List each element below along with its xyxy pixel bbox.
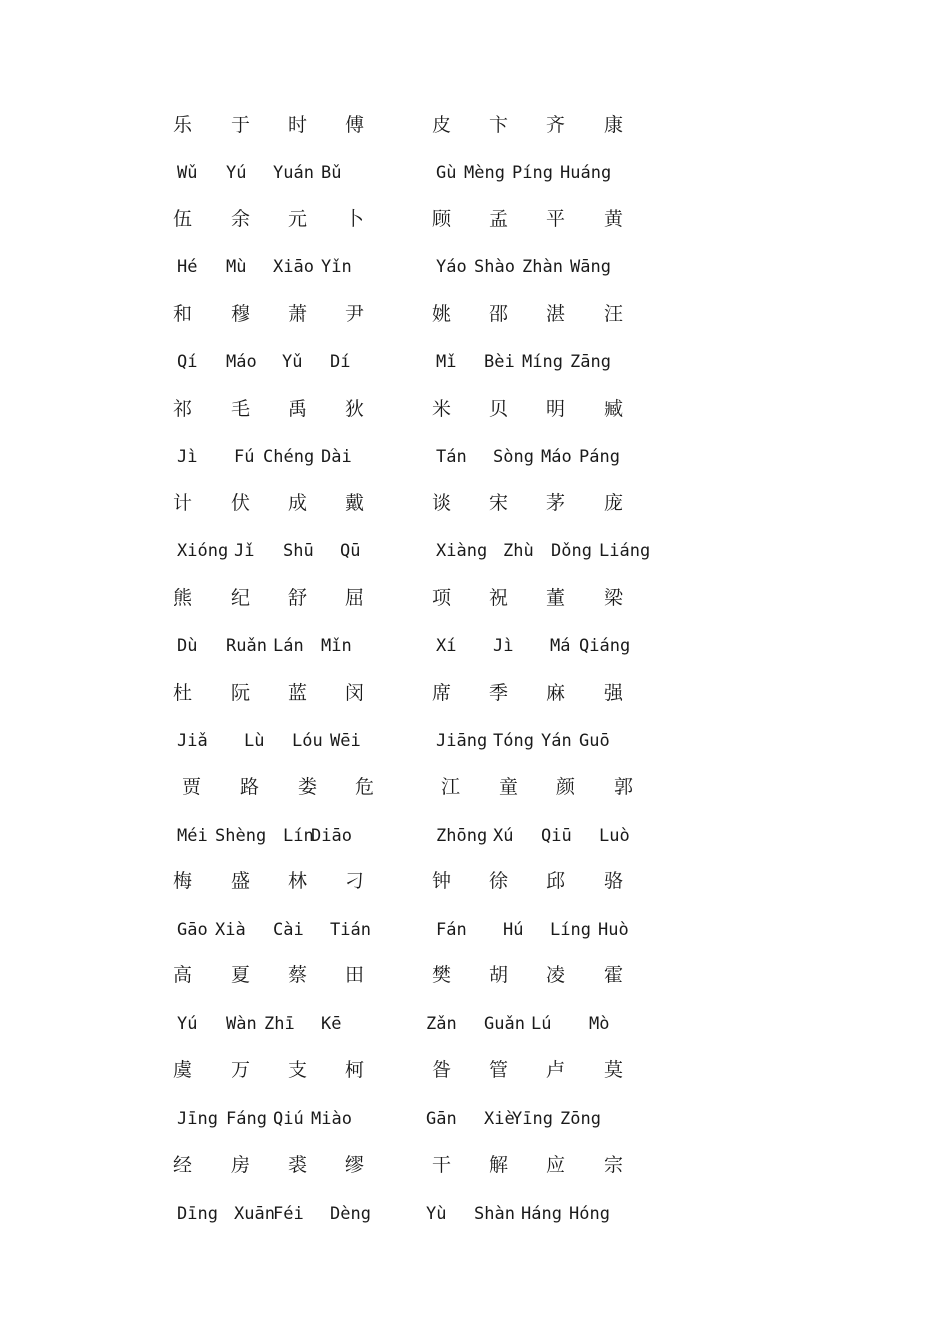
surname-pinyin: Lín: [283, 826, 314, 846]
surname-character: 于: [231, 114, 251, 136]
surname-pinyin: Shū: [283, 541, 314, 561]
pinyin-row: [0, 1204, 950, 1244]
pinyin-row: [0, 826, 950, 866]
surname-character: 姚: [432, 303, 452, 325]
surname-character: 毛: [231, 398, 251, 420]
pinyin-row: [0, 352, 950, 392]
surname-pinyin: Kē: [321, 1014, 342, 1034]
surname-pinyin: Páng: [579, 447, 620, 467]
surname-character: 黄: [604, 208, 624, 230]
pinyin-row: [0, 731, 950, 771]
surname-character: 万: [231, 1059, 251, 1081]
surname-character: 徐: [489, 870, 509, 892]
surname-pinyin: Dǒng: [551, 541, 592, 561]
surname-character: 蓝: [288, 682, 308, 704]
surname-character: 管: [489, 1059, 509, 1081]
surname-pinyin: Jiāng: [436, 731, 488, 751]
surname-character: 董: [546, 587, 566, 609]
surname-pinyin: Zōng: [560, 1109, 601, 1129]
surname-character: 颜: [556, 776, 576, 798]
surname-pinyin: Máo: [226, 352, 257, 372]
surname-character: 缪: [345, 1154, 365, 1176]
surname-character: 盛: [231, 870, 251, 892]
surname-character: 卞: [489, 114, 509, 136]
hanzi-row: [0, 778, 950, 818]
surname-pinyin: Xí: [436, 636, 457, 656]
surname-pinyin: Wāng: [570, 257, 611, 277]
surname-pinyin: Dèng: [330, 1204, 371, 1224]
surname-pinyin: Lóu: [292, 731, 323, 751]
surname-character: 高: [173, 964, 193, 986]
surname-character: 庞: [604, 492, 624, 514]
surname-pinyin: Yú: [226, 163, 247, 183]
surname-character: 闵: [345, 682, 365, 704]
surname-pinyin: Yǔ: [282, 352, 303, 372]
surname-pinyin: Shào: [474, 257, 515, 277]
surname-pinyin: Yīng: [512, 1109, 553, 1129]
surname-character: 阮: [231, 682, 251, 704]
surname-character: 樊: [432, 964, 452, 986]
surname-pinyin: Xióng: [177, 541, 229, 561]
surname-pinyin: Chéng: [263, 447, 315, 467]
surname-character: 梁: [604, 587, 624, 609]
surname-character: 骆: [604, 870, 624, 892]
surname-pinyin: Jiǎ: [177, 731, 208, 751]
surname-pinyin: Zhàn: [522, 257, 563, 277]
surname-pinyin: Wǔ: [177, 163, 198, 183]
surname-pinyin: Qí: [177, 352, 198, 372]
surname-pinyin: Tóng: [493, 731, 534, 751]
surname-character: 伏: [231, 492, 251, 514]
surname-character: 童: [499, 776, 519, 798]
surname-character: 卢: [546, 1059, 566, 1081]
surname-pinyin: Lù: [244, 731, 265, 751]
surname-character: 禹: [288, 398, 308, 420]
surname-character: 计: [173, 492, 193, 514]
surname-character: 狄: [345, 398, 365, 420]
pinyin-row: [0, 541, 950, 581]
surname-character: 祁: [173, 398, 193, 420]
surname-pinyin: Háng: [521, 1204, 562, 1224]
surname-character: 柯: [345, 1059, 365, 1081]
hanzi-row: [0, 494, 950, 534]
surname-character: 夏: [231, 964, 251, 986]
surname-pinyin: Zhù: [503, 541, 534, 561]
surname-character: 霍: [604, 964, 624, 986]
surname-character: 湛: [546, 303, 566, 325]
hanzi-row: [0, 872, 950, 912]
surname-pinyin: Dù: [177, 636, 198, 656]
surname-character: 乐: [173, 114, 193, 136]
surname-character: 余: [231, 208, 251, 230]
surname-pinyin: Zāng: [570, 352, 611, 372]
surname-character: 凌: [546, 964, 566, 986]
pinyin-row: [0, 163, 950, 203]
surname-pinyin: Zhōng: [436, 826, 488, 846]
surname-pinyin: Gān: [426, 1109, 457, 1129]
surname-pinyin: Hóng: [569, 1204, 610, 1224]
surname-character: 时: [288, 114, 308, 136]
surname-pinyin: Fáng: [226, 1109, 267, 1129]
surname-character: 平: [546, 208, 566, 230]
surname-character: 应: [546, 1154, 566, 1176]
surname-pinyin: Bèi: [484, 352, 515, 372]
surname-pinyin: Lú: [531, 1014, 552, 1034]
surname-pinyin: Luò: [599, 826, 630, 846]
surname-character: 尹: [345, 303, 365, 325]
surname-character: 经: [173, 1154, 193, 1176]
surname-character: 贝: [489, 398, 509, 420]
surname-character: 卜: [345, 208, 365, 230]
surname-pinyin: Dài: [321, 447, 352, 467]
pinyin-row: [0, 920, 950, 960]
surname-character: 齐: [546, 114, 566, 136]
surname-pinyin: Líng: [550, 920, 591, 940]
surname-character: 强: [604, 682, 624, 704]
surname-character: 宋: [489, 492, 509, 514]
surname-character: 茅: [546, 492, 566, 514]
surname-pinyin: Jì: [493, 636, 514, 656]
surname-pinyin: Huáng: [560, 163, 612, 183]
surname-character: 娄: [298, 776, 318, 798]
surname-character: 成: [288, 492, 308, 514]
surname-pinyin: Xú: [493, 826, 514, 846]
surname-pinyin: Zhī: [264, 1014, 295, 1034]
hanzi-row: [0, 684, 950, 724]
surname-pinyin: Yáo: [436, 257, 467, 277]
surname-pinyin: Bǔ: [321, 163, 342, 183]
surname-character: 刁: [345, 870, 365, 892]
surname-pinyin: Píng: [512, 163, 553, 183]
surname-pinyin: Méi: [177, 826, 208, 846]
surname-pinyin: Yú: [177, 1014, 198, 1034]
surname-character: 宗: [604, 1154, 624, 1176]
surname-character: 元: [288, 208, 308, 230]
surname-pinyin: Guǎn: [484, 1014, 525, 1034]
surname-character: 解: [489, 1154, 509, 1176]
surname-pinyin: Qiáng: [579, 636, 631, 656]
surname-character: 熊: [173, 587, 193, 609]
surname-character: 杜: [173, 682, 193, 704]
surname-character: 萧: [288, 303, 308, 325]
surname-character: 胡: [489, 964, 509, 986]
pinyin-row: [0, 447, 950, 487]
surname-character: 贾: [182, 776, 202, 798]
surname-pinyin: Yǐn: [321, 257, 352, 277]
surname-pinyin: Qiú: [273, 1109, 304, 1129]
surname-character: 干: [432, 1154, 452, 1176]
surname-pinyin: Má: [550, 636, 571, 656]
surname-character: 纪: [231, 587, 251, 609]
surname-pinyin: Xiàng: [436, 541, 488, 561]
surname-pinyin: Mò: [589, 1014, 610, 1034]
surname-pinyin: Tán: [436, 447, 467, 467]
surname-pinyin: Dí: [330, 352, 351, 372]
surname-character: 明: [546, 398, 566, 420]
surname-pinyin: Qū: [340, 541, 361, 561]
surname-character: 路: [240, 776, 260, 798]
hanzi-row: [0, 305, 950, 345]
surname-character: 伍: [173, 208, 193, 230]
surname-pinyin: Máo: [541, 447, 572, 467]
surname-pinyin: Mèng: [464, 163, 505, 183]
surname-pinyin: Miào: [311, 1109, 352, 1129]
surname-pinyin: Shèng: [215, 826, 267, 846]
surname-pinyin: Jǐ: [234, 541, 255, 561]
surname-character: 裘: [288, 1154, 308, 1176]
surname-character: 孟: [489, 208, 509, 230]
surname-pinyin: Yán: [541, 731, 572, 751]
surname-character: 邵: [489, 303, 509, 325]
surname-character: 林: [288, 870, 308, 892]
surname-character: 傅: [345, 114, 365, 136]
surname-pinyin: Mǐn: [321, 636, 352, 656]
hanzi-row: [0, 210, 950, 250]
surname-character: 危: [355, 776, 375, 798]
surname-pinyin: Qiū: [541, 826, 572, 846]
surname-character: 顾: [432, 208, 452, 230]
surname-character: 屈: [345, 587, 365, 609]
hanzi-row: [0, 589, 950, 629]
surname-character: 莫: [604, 1059, 624, 1081]
surname-pinyin: Wàn: [226, 1014, 257, 1034]
surname-pinyin: Lán: [273, 636, 304, 656]
surname-character: 汪: [604, 303, 624, 325]
surname-pinyin: Hé: [177, 257, 198, 277]
hanzi-row: [0, 966, 950, 1006]
pinyin-row: [0, 1109, 950, 1149]
surname-pinyin: Hú: [503, 920, 524, 940]
surname-character: 舒: [288, 587, 308, 609]
surname-character: 谈: [432, 492, 452, 514]
surname-pinyin: Jīng: [177, 1109, 218, 1129]
surname-character: 蔡: [288, 964, 308, 986]
surname-pinyin: Yù: [426, 1204, 447, 1224]
surname-character: 季: [489, 682, 509, 704]
surname-character: 米: [432, 398, 452, 420]
surname-character: 钟: [432, 870, 452, 892]
surname-pinyin: Yuán: [273, 163, 314, 183]
surname-character: 江: [441, 776, 461, 798]
surname-pinyin: Shàn: [474, 1204, 515, 1224]
surname-character: 邱: [546, 870, 566, 892]
surname-character: 项: [432, 587, 452, 609]
surname-character: 支: [288, 1059, 308, 1081]
surname-pinyin: Cài: [273, 920, 304, 940]
hanzi-row: [0, 116, 950, 156]
surname-pinyin: Liáng: [599, 541, 651, 561]
surname-pinyin: Xiè: [484, 1109, 515, 1129]
surname-pinyin: Huò: [598, 920, 629, 940]
surname-pinyin: Mù: [226, 257, 247, 277]
hanzi-row: [0, 1156, 950, 1196]
pinyin-row: [0, 257, 950, 297]
surname-pinyin: Gāo: [177, 920, 208, 940]
pinyin-row: [0, 636, 950, 676]
surname-pinyin: Sòng: [493, 447, 534, 467]
surname-character: 皮: [432, 114, 452, 136]
surname-character: 房: [231, 1154, 251, 1176]
surname-pinyin: Guō: [579, 731, 610, 751]
surname-character: 臧: [604, 398, 624, 420]
hanzi-row: [0, 400, 950, 440]
surname-character: 席: [432, 682, 452, 704]
surname-pinyin: Wēi: [330, 731, 361, 751]
surname-character: 穆: [231, 303, 251, 325]
surname-pinyin: Gù: [436, 163, 457, 183]
surname-pinyin: Diāo: [311, 826, 352, 846]
surname-pinyin: Fán: [436, 920, 467, 940]
surname-character: 梅: [173, 870, 193, 892]
surname-character: 麻: [546, 682, 566, 704]
surname-pinyin: Tián: [330, 920, 371, 940]
surname-pinyin: Jì: [177, 447, 198, 467]
surname-pinyin: Zǎn: [426, 1014, 457, 1034]
surname-character: 郭: [614, 776, 634, 798]
surname-character: 田: [345, 964, 365, 986]
surname-character: 虞: [173, 1059, 193, 1081]
surname-pinyin: Xiāo: [273, 257, 314, 277]
surname-pinyin: Fú: [234, 447, 255, 467]
surname-character: 昝: [432, 1059, 452, 1081]
surname-pinyin: Dīng: [177, 1204, 218, 1224]
surname-pinyin: Xià: [215, 920, 246, 940]
pinyin-row: [0, 1014, 950, 1054]
surname-pinyin: Ruǎn: [226, 636, 267, 656]
surname-pinyin: Féi: [273, 1204, 304, 1224]
surname-character: 祝: [489, 587, 509, 609]
surname-pinyin: Míng: [522, 352, 563, 372]
surname-character: 和: [173, 303, 193, 325]
surname-pinyin: Xuān: [234, 1204, 275, 1224]
surname-character: 康: [604, 114, 624, 136]
surname-character: 戴: [345, 492, 365, 514]
hanzi-row: [0, 1061, 950, 1101]
surname-pinyin: Mǐ: [436, 352, 457, 372]
